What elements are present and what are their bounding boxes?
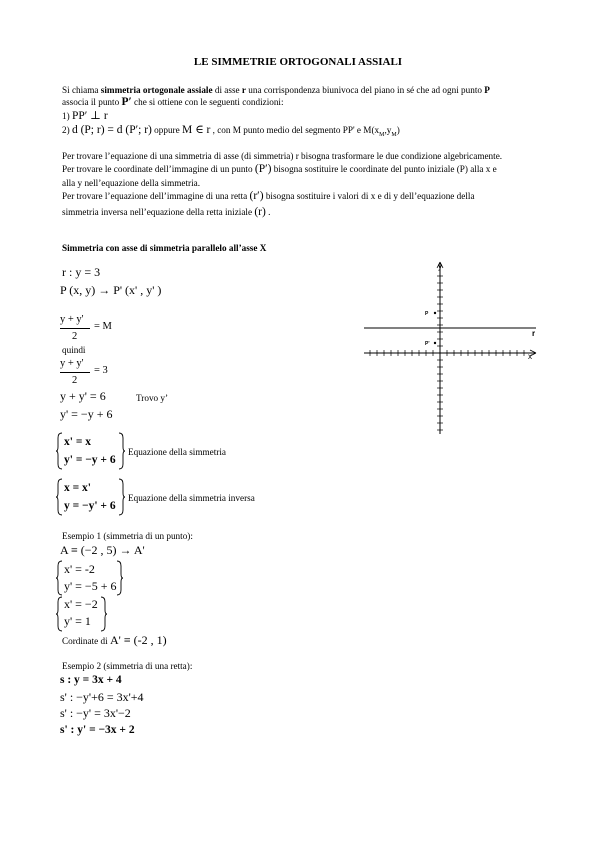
- left-brace: [56, 478, 64, 516]
- fraction-bar: [60, 328, 90, 329]
- y-prime-equation: y' = −y + 6: [60, 407, 113, 421]
- coordinates-value: A' ≡ (-2 , 1): [109, 633, 167, 647]
- intro-point-name: P: [484, 85, 490, 95]
- coordinates-label: Cordinate di: [62, 636, 110, 646]
- x-axis-label: x: [528, 352, 532, 361]
- paragraph-text: bisogna sostituire le coordinate del punto iniziale (P) alla x e: [271, 164, 497, 174]
- right-brace: [118, 432, 126, 470]
- condition-2: [62, 124, 400, 141]
- y-axis-label: y: [438, 262, 442, 271]
- system-line: x = x': [64, 482, 91, 494]
- right-brace: [118, 478, 126, 516]
- right-brace: [116, 560, 124, 596]
- example-heading: Esempio 1 (simmetria di un punto):: [62, 531, 193, 541]
- fraction-rhs: = 3: [94, 365, 108, 376]
- fraction-denominator: 2: [72, 331, 78, 342]
- paragraph-text: Per trovare l’equazione dell’immagine di una retta: [62, 191, 250, 201]
- fraction-bar: [60, 372, 90, 373]
- paragraph-formula: (r′): [249, 190, 264, 202]
- system-line: y = −y' + 6: [64, 500, 116, 512]
- paragraph-formula: (r): [254, 206, 266, 218]
- fraction-numerator: y + y': [60, 314, 84, 325]
- subscript: M: [391, 131, 397, 138]
- condition-1: [62, 110, 108, 122]
- line-equation: s : y = 3x + 4: [60, 674, 122, 686]
- paragraph-line: alla y nell’equazione della simmetria.: [62, 178, 201, 188]
- intro-line-2: [62, 96, 284, 108]
- paragraph-line: [62, 190, 475, 202]
- example-mapping: A ≡ (−2 , 5) → A': [60, 543, 145, 557]
- system-line: x' = −2: [64, 597, 98, 611]
- intro-text: associa il punto: [62, 97, 122, 107]
- condition-number: 1): [62, 111, 72, 121]
- fraction-rhs: = M: [94, 321, 112, 332]
- line-equation: s' : y' = −3x + 2: [60, 724, 135, 736]
- condition-number: 2): [62, 125, 72, 135]
- intro-text: una corrispondenza biunivoca del piano in sé che ad ogni punto: [245, 85, 485, 95]
- right-brace: [100, 596, 108, 632]
- point-p: [434, 312, 436, 314]
- point-mapping: P (x, y) → P' (x' , y' ): [60, 283, 162, 297]
- left-brace: [56, 596, 64, 632]
- sum-equation: y + y' = 6: [60, 389, 106, 403]
- condition-text: ,y: [384, 125, 392, 135]
- paragraph-formula: (P′): [254, 163, 272, 175]
- system-label: Equazione della simmetria: [128, 447, 226, 457]
- page-title: LE SIMMETRIE ORTOGONALI ASSIALI: [193, 56, 403, 68]
- intro-term: simmetria ortogonale assiale: [100, 85, 213, 95]
- quindi-label: quindi: [62, 345, 86, 355]
- point-p-label: P: [425, 311, 429, 317]
- condition-formula: d (P; r) = d (P′; r): [71, 124, 152, 136]
- paragraph-text: bisogna sostituire i valori di x e di y dell’equazione della: [263, 191, 475, 201]
- intro-text: di asse: [212, 85, 242, 95]
- intro-line-1: [62, 84, 490, 96]
- paragraph-text: Per trovare le coordinate dell’immagine di un punto: [62, 164, 255, 174]
- intro-axis-name: r: [241, 85, 246, 95]
- system-line: y' = −5 + 6: [64, 579, 117, 593]
- paragraph-line: Per trovare l’equazione di una simmetria di asse (di simmetria) r bisogna trasformare le due condizione algebricamente.: [62, 151, 503, 161]
- left-brace: [56, 432, 64, 470]
- trovo-label: Trovo y’: [136, 393, 169, 403]
- system-label: Equazione della simmetria inversa: [128, 493, 255, 503]
- section-heading: Simmetria con asse di simmetria parallelo all’asse X: [62, 243, 267, 253]
- cartesian-graph: [360, 258, 540, 438]
- paragraph-line: [62, 206, 270, 218]
- condition-text: ): [396, 125, 400, 135]
- condition-formula: PP′ ⊥ r: [71, 110, 108, 122]
- line-r-label: r: [532, 329, 536, 338]
- paragraph-text: .: [265, 207, 271, 217]
- intro-point-prime: P′: [121, 96, 132, 108]
- fraction-denominator: 2: [72, 375, 78, 386]
- condition-formula: M ∈ r: [181, 124, 211, 136]
- point-p-prime-label: P': [425, 341, 430, 347]
- coordinates-line: [62, 634, 167, 647]
- example-heading: Esempio 2 (simmetria di una retta):: [62, 661, 193, 671]
- system-line: y' = 1: [64, 614, 91, 628]
- condition-text: oppure: [151, 125, 182, 135]
- condition-text: , con M punto medio del segmento PP' e M(x: [210, 125, 380, 135]
- intro-text: Si chiama: [62, 85, 101, 95]
- line-equation: s' : −y'+6 = 3x'+4: [60, 690, 144, 704]
- paragraph-line: [62, 163, 497, 175]
- intro-text: che si ottiene con le seguenti condizioni:: [131, 97, 284, 107]
- subscript: M: [379, 131, 385, 138]
- point-p-prime: [434, 342, 436, 344]
- paragraph-text: simmetria inversa nell’equazione della retta iniziale: [62, 207, 255, 217]
- axis-equation: r : y = 3: [62, 265, 101, 279]
- line-equation: s' : −y' = 3x'−2: [60, 706, 131, 720]
- axes: [364, 262, 536, 434]
- system-line: y' = −y + 6: [64, 454, 116, 466]
- system-line: x' = -2: [64, 562, 95, 576]
- fraction-numerator: y + y': [60, 358, 84, 369]
- system-line: x' = x: [64, 436, 91, 448]
- left-brace: [56, 560, 64, 596]
